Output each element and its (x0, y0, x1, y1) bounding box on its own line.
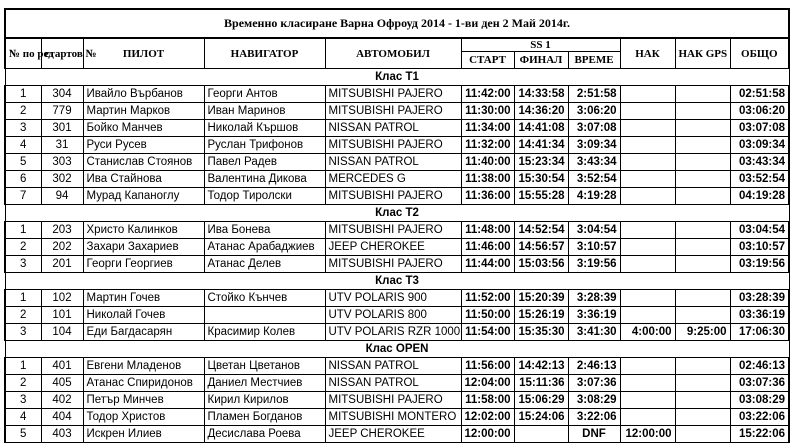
cell-total: 03:10:57 (730, 239, 789, 256)
header-pos: № по ред (5, 38, 41, 69)
cell-start: 11:56:00 (461, 358, 514, 375)
cell-time: 2:46:13 (568, 358, 620, 375)
cell-pos: 1 (5, 358, 41, 375)
cell-vehicle: MERCEDES G (325, 171, 461, 188)
cell-finish: 14:33:58 (514, 86, 568, 103)
cell-penalty-gps (675, 290, 730, 307)
cell-total: 03:19:56 (730, 256, 789, 273)
cell-finish: 15:20:39 (514, 290, 568, 307)
cell-finish: 15:26:19 (514, 307, 568, 324)
cell-navigator: Руслан Трифонов (204, 137, 325, 154)
table-row (5, 426, 789, 443)
cell-pilot: Евгени Младенов (83, 358, 204, 375)
cell-total: 03:36:19 (730, 307, 789, 324)
cell-penalty-gps (675, 137, 730, 154)
cell-pos: 4 (5, 137, 41, 154)
cell-pos: 2 (5, 375, 41, 392)
cell-pilot: Захари Захариев (83, 239, 204, 256)
header-navigator: НАВИГАТОР (204, 38, 325, 69)
cell-start: 11:48:00 (461, 222, 514, 239)
table-row (5, 103, 789, 120)
cell-pilot: Тодор Христов (83, 409, 204, 426)
cell-start-no: 304 (41, 86, 83, 103)
cell-penalty (620, 86, 675, 103)
cell-start: 11:40:00 (461, 154, 514, 171)
cell-penalty-gps (675, 256, 730, 273)
class-header: Клас Т3 (5, 273, 789, 290)
cell-start: 12:02:00 (461, 409, 514, 426)
cell-finish (514, 426, 568, 443)
cell-penalty-gps (675, 171, 730, 188)
cell-total: 03:04:54 (730, 222, 789, 239)
cell-start-no: 402 (41, 392, 83, 409)
cell-penalty-gps (675, 409, 730, 426)
cell-vehicle: NISSAN PATROL (325, 154, 461, 171)
cell-total: 03:09:34 (730, 137, 789, 154)
class-header: Клас OPEN (5, 341, 789, 358)
cell-vehicle: NISSAN PATROL (325, 375, 461, 392)
cell-navigator: Иван Маринов (204, 103, 325, 120)
cell-start-no: 405 (41, 375, 83, 392)
cell-finish: 15:06:29 (514, 392, 568, 409)
cell-finish: 15:24:06 (514, 409, 568, 426)
class-header-row (5, 69, 789, 86)
cell-penalty-gps (675, 154, 730, 171)
cell-penalty-gps (675, 392, 730, 409)
cell-start: 12:00:00 (461, 426, 514, 443)
cell-time: 3:22:06 (568, 409, 620, 426)
cell-start: 11:52:00 (461, 290, 514, 307)
cell-pilot: Георги Георгиев (83, 256, 204, 273)
results-table (4, 8, 790, 443)
cell-time: 3:10:57 (568, 239, 620, 256)
cell-pos: 3 (5, 120, 41, 137)
cell-start-no: 302 (41, 171, 83, 188)
header-penalty-gps: НАК GPS (675, 38, 730, 69)
class-header: Клас Т1 (5, 69, 789, 86)
cell-pos: 2 (5, 239, 41, 256)
header-time: ВРЕМЕ (568, 52, 620, 69)
cell-time: DNF (568, 426, 620, 443)
cell-pilot: Христо Калинков (83, 222, 204, 239)
cell-penalty-gps (675, 188, 730, 205)
cell-penalty (620, 137, 675, 154)
cell-pos: 1 (5, 86, 41, 103)
cell-time: 3:28:39 (568, 290, 620, 307)
cell-finish: 15:23:34 (514, 154, 568, 171)
cell-pos: 7 (5, 188, 41, 205)
cell-penalty (620, 120, 675, 137)
cell-start-no: 102 (41, 290, 83, 307)
cell-pilot: Станислав Стоянов (83, 154, 204, 171)
header-vehicle: АВТОМОБИЛ (325, 38, 461, 69)
cell-start-no: 401 (41, 358, 83, 375)
cell-start: 11:42:00 (461, 86, 514, 103)
cell-navigator: Десислава Роева (204, 426, 325, 443)
cell-vehicle: MITSUBISHI PAJERO (325, 137, 461, 154)
table-row (5, 222, 789, 239)
cell-total: 03:06:20 (730, 103, 789, 120)
cell-penalty (620, 409, 675, 426)
cell-start-no: 31 (41, 137, 83, 154)
cell-vehicle: MITSUBISHI MONTERO (325, 409, 461, 426)
cell-pos: 4 (5, 409, 41, 426)
cell-start-no: 201 (41, 256, 83, 273)
cell-vehicle: JEEP CHEROKEE (325, 239, 461, 256)
cell-time: 3:06:20 (568, 103, 620, 120)
cell-pilot: Мартин Гочев (83, 290, 204, 307)
cell-pilot: Николай Гочев (83, 307, 204, 324)
cell-time: 3:36:19 (568, 307, 620, 324)
cell-penalty (620, 392, 675, 409)
cell-penalty (620, 375, 675, 392)
cell-vehicle: UTV POLARIS RZR 1000 (325, 324, 461, 341)
cell-start-no: 779 (41, 103, 83, 120)
cell-penalty (620, 171, 675, 188)
header-finish: ФИНАЛ (514, 52, 568, 69)
cell-navigator: Атанас Делев (204, 256, 325, 273)
class-header: Клас Т2 (5, 205, 789, 222)
cell-penalty (620, 239, 675, 256)
cell-penalty (620, 103, 675, 120)
cell-start: 11:30:00 (461, 103, 514, 120)
cell-pos: 6 (5, 171, 41, 188)
page-title: Временно класиране Варна Офроуд 2014 - 1-ви ден 2 Май 2014г. (5, 9, 789, 38)
cell-pilot: Мурад Капаноглу (83, 188, 204, 205)
table-row (5, 120, 789, 137)
cell-navigator: Даниел Местчиев (204, 375, 325, 392)
cell-penalty-gps (675, 375, 730, 392)
cell-start: 11:32:00 (461, 137, 514, 154)
cell-navigator: Стойко Кънчев (204, 290, 325, 307)
cell-finish: 15:35:30 (514, 324, 568, 341)
cell-navigator (204, 307, 325, 324)
cell-finish: 14:41:34 (514, 137, 568, 154)
cell-time: 3:43:34 (568, 154, 620, 171)
cell-penalty-gps (675, 358, 730, 375)
table-row (5, 171, 789, 188)
cell-pilot: Мартин Марков (83, 103, 204, 120)
header-start: СТАРТ (461, 52, 514, 69)
cell-total: 02:46:13 (730, 358, 789, 375)
table-row (5, 137, 789, 154)
cell-penalty (620, 290, 675, 307)
cell-pilot: Атанас Спиридонов (83, 375, 204, 392)
cell-total: 03:07:36 (730, 375, 789, 392)
header-total: ОБЩО (730, 38, 789, 69)
cell-start-no: 101 (41, 307, 83, 324)
cell-total: 03:08:29 (730, 392, 789, 409)
cell-start: 12:04:00 (461, 375, 514, 392)
cell-penalty-gps (675, 239, 730, 256)
cell-penalty-gps (675, 426, 730, 443)
cell-vehicle: MITSUBISHI PAJERO (325, 188, 461, 205)
cell-time: 3:52:54 (568, 171, 620, 188)
cell-pos: 1 (5, 222, 41, 239)
cell-navigator: Пламен Богданов (204, 409, 325, 426)
table-row (5, 409, 789, 426)
cell-pilot: Ива Стайнова (83, 171, 204, 188)
cell-vehicle: JEEP CHEROKEE (325, 426, 461, 443)
cell-pilot: Еди Багдасарян (83, 324, 204, 341)
cell-navigator: Георги Антов (204, 86, 325, 103)
cell-finish: 14:52:54 (514, 222, 568, 239)
cell-penalty (620, 256, 675, 273)
cell-penalty (620, 358, 675, 375)
cell-total: 03:28:39 (730, 290, 789, 307)
cell-pilot: Бойко Манчев (83, 120, 204, 137)
cell-start: 11:44:00 (461, 256, 514, 273)
cell-navigator: Тодор Тиролски (204, 188, 325, 205)
cell-time: 3:19:56 (568, 256, 620, 273)
table-row (5, 307, 789, 324)
class-header-row (5, 205, 789, 222)
cell-total: 04:19:28 (730, 188, 789, 205)
cell-pilot: Ивайло Върбанов (83, 86, 204, 103)
table-row (5, 256, 789, 273)
cell-total: 03:22:06 (730, 409, 789, 426)
cell-penalty (620, 307, 675, 324)
cell-vehicle: MITSUBISHI PAJERO (325, 222, 461, 239)
cell-finish: 15:55:28 (514, 188, 568, 205)
cell-vehicle: NISSAN PATROL (325, 358, 461, 375)
cell-total: 17:06:30 (730, 324, 789, 341)
cell-penalty-gps: 9:25:00 (675, 324, 730, 341)
cell-pilot: Искрен Илиев (83, 426, 204, 443)
table-row (5, 239, 789, 256)
cell-start-no: 94 (41, 188, 83, 205)
cell-pilot: Руси Русев (83, 137, 204, 154)
cell-start-no: 301 (41, 120, 83, 137)
table-row (5, 86, 789, 103)
cell-pos: 3 (5, 324, 41, 341)
header-ss: SS 1 (461, 38, 620, 52)
cell-time: 3:07:08 (568, 120, 620, 137)
cell-start-no: 404 (41, 409, 83, 426)
cell-penalty (620, 222, 675, 239)
cell-time: 2:51:58 (568, 86, 620, 103)
class-header-row (5, 273, 789, 290)
cell-time: 3:09:34 (568, 137, 620, 154)
cell-vehicle: MITSUBISHI PAJERO (325, 392, 461, 409)
cell-start: 11:50:00 (461, 307, 514, 324)
cell-time: 3:07:36 (568, 375, 620, 392)
cell-time: 3:04:54 (568, 222, 620, 239)
table-row (5, 375, 789, 392)
cell-penalty-gps (675, 222, 730, 239)
cell-finish: 14:36:20 (514, 103, 568, 120)
cell-start: 11:34:00 (461, 120, 514, 137)
cell-total: 03:43:34 (730, 154, 789, 171)
cell-total: 02:51:58 (730, 86, 789, 103)
cell-finish: 15:11:36 (514, 375, 568, 392)
table-row (5, 324, 789, 341)
cell-finish: 15:30:54 (514, 171, 568, 188)
cell-start-no: 203 (41, 222, 83, 239)
cell-start: 11:38:00 (461, 171, 514, 188)
cell-finish: 14:41:08 (514, 120, 568, 137)
cell-finish: 14:42:13 (514, 358, 568, 375)
table-row (5, 392, 789, 409)
cell-penalty (620, 154, 675, 171)
cell-start-no: 202 (41, 239, 83, 256)
cell-pos: 3 (5, 392, 41, 409)
cell-penalty: 4:00:00 (620, 324, 675, 341)
cell-navigator: Атанас Арабаджиев (204, 239, 325, 256)
cell-start: 11:58:00 (461, 392, 514, 409)
class-header-row (5, 341, 789, 358)
table-row (5, 154, 789, 171)
cell-penalty-gps (675, 307, 730, 324)
cell-pos: 2 (5, 307, 41, 324)
cell-time: 3:41:30 (568, 324, 620, 341)
cell-finish: 14:56:57 (514, 239, 568, 256)
cell-vehicle: NISSAN PATROL (325, 120, 461, 137)
table-row (5, 188, 789, 205)
cell-vehicle: MITSUBISHI PAJERO (325, 256, 461, 273)
cell-navigator: Павел Радев (204, 154, 325, 171)
cell-finish: 15:03:56 (514, 256, 568, 273)
cell-pos: 1 (5, 290, 41, 307)
cell-penalty-gps (675, 120, 730, 137)
table-row (5, 358, 789, 375)
cell-total: 03:07:08 (730, 120, 789, 137)
cell-time: 4:19:28 (568, 188, 620, 205)
cell-penalty-gps (675, 86, 730, 103)
cell-penalty-gps (675, 103, 730, 120)
cell-start: 11:36:00 (461, 188, 514, 205)
header-penalty: НАК (620, 38, 675, 69)
cell-vehicle: MITSUBISHI PAJERO (325, 103, 461, 120)
cell-penalty: 12:00:00 (620, 426, 675, 443)
cell-vehicle: UTV POLARIS 900 (325, 290, 461, 307)
cell-pilot: Петър Минчев (83, 392, 204, 409)
cell-navigator: Цветан Цветанов (204, 358, 325, 375)
cell-navigator: Кирил Кирилов (204, 392, 325, 409)
cell-start-no: 303 (41, 154, 83, 171)
header-pilot: ПИЛОТ (83, 38, 204, 69)
cell-start-no: 403 (41, 426, 83, 443)
cell-pos: 2 (5, 103, 41, 120)
cell-time: 3:08:29 (568, 392, 620, 409)
cell-start-no: 104 (41, 324, 83, 341)
cell-pos: 5 (5, 426, 41, 443)
cell-vehicle: UTV POLARIS 800 (325, 307, 461, 324)
cell-navigator: Николай Кършов (204, 120, 325, 137)
cell-total: 03:52:54 (730, 171, 789, 188)
cell-navigator: Валентина Дикова (204, 171, 325, 188)
cell-penalty (620, 188, 675, 205)
cell-navigator: Ива Бонева (204, 222, 325, 239)
cell-start: 11:46:00 (461, 239, 514, 256)
cell-start: 11:54:00 (461, 324, 514, 341)
table-row (5, 290, 789, 307)
cell-pos: 3 (5, 256, 41, 273)
cell-pos: 5 (5, 154, 41, 171)
cell-vehicle: MITSUBISHI PAJERO (325, 86, 461, 103)
cell-total: 15:22:06 (730, 426, 789, 443)
header-start-no: стартов № (41, 38, 83, 69)
cell-navigator: Красимир Колев (204, 324, 325, 341)
